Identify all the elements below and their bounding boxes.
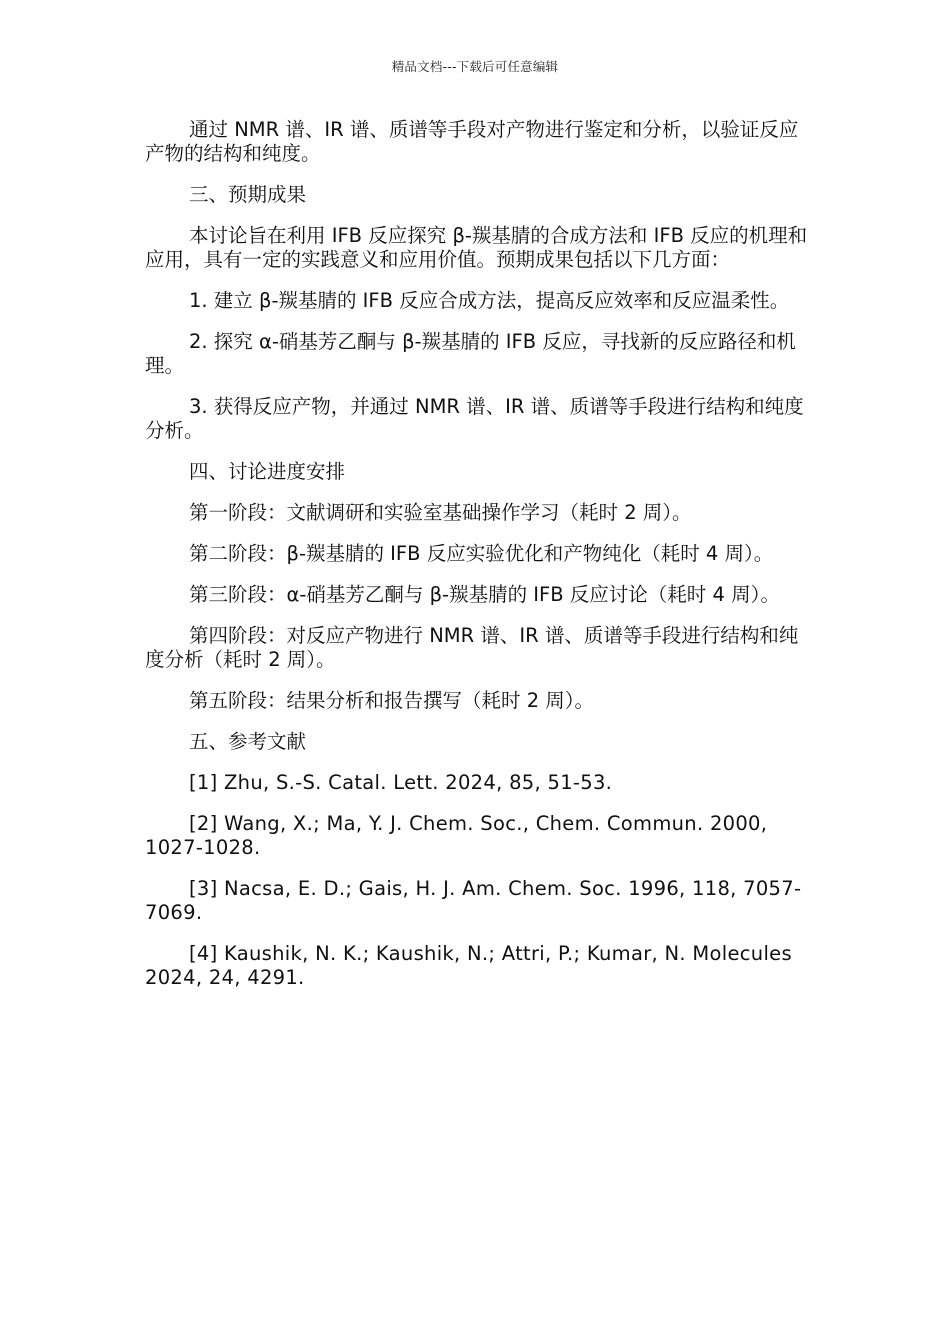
expected-result-item-2: 2. 探究 α-硝基芳乙酮与 β-羰基腈的 IFB 反应，寻找新的反应路径和机理。	[145, 330, 796, 377]
reference-item-4: [4] Kaushik, N. K.; Kaushik, N.; Attri, P.; Kumar, N. Molecules 2024, 24, 4291.	[145, 942, 792, 989]
schedule-stage-2: 第二阶段：β-羰基腈的 IFB 反应实验优化和产物纯化（耗时 4 周）。	[189, 542, 774, 565]
section-heading-expected-results: 三、预期成果	[189, 183, 307, 206]
reference-item-3: [3] Nacsa, E. D.; Gais, H. J. Am. Chem. Soc. 1996, 118, 7057-7069.	[145, 877, 802, 924]
reference-item-1: [1] Zhu, S.-S. Catal. Lett. 2024, 85, 51-53.	[189, 771, 613, 794]
expected-results-intro: 本讨论旨在利用 IFB 反应探究 β-羰基腈的合成方法和 IFB 反应的机理和应用，具有一定的实践意义和应用价值。预期成果包括以下几方面：	[145, 224, 808, 271]
schedule-stage-3: 第三阶段：α-硝基芳乙酮与 β-羰基腈的 IFB 反应讨论（耗时 4 周）。	[189, 583, 780, 606]
reference-item-2: [2] Wang, X.; Ma, Y. J. Chem. Soc., Chem. Commun. 2000, 1027-1028.	[145, 812, 768, 859]
method-paragraph: 通过 NMR 谱、IR 谱、质谱等手段对产物进行鉴定和分析，以验证反应产物的结构和纯度。	[145, 118, 799, 165]
schedule-stage-1: 第一阶段：文献调研和实验室基础操作学习（耗时 2 周）。	[189, 501, 692, 524]
expected-result-item-1: 1. 建立 β-羰基腈的 IFB 反应合成方法，提高反应效率和反应温柔性。	[189, 289, 790, 312]
page-header: 精品文档---下载后可任意编辑	[391, 59, 559, 74]
section-heading-schedule: 四、讨论进度安排	[189, 460, 346, 483]
expected-result-item-3: 3. 获得反应产物，并通过 NMR 谱、IR 谱、质谱等手段进行结构和纯度分析。	[145, 395, 804, 442]
schedule-stage-4: 第四阶段：对反应产物进行 NMR 谱、IR 谱、质谱等手段进行结构和纯度分析（耗时 2 周）。	[145, 624, 799, 671]
schedule-stage-5: 第五阶段：结果分析和报告撰写（耗时 2 周）。	[189, 689, 595, 712]
section-heading-references: 五、参考文献	[189, 730, 307, 753]
document-body	[145, 118, 813, 1007]
